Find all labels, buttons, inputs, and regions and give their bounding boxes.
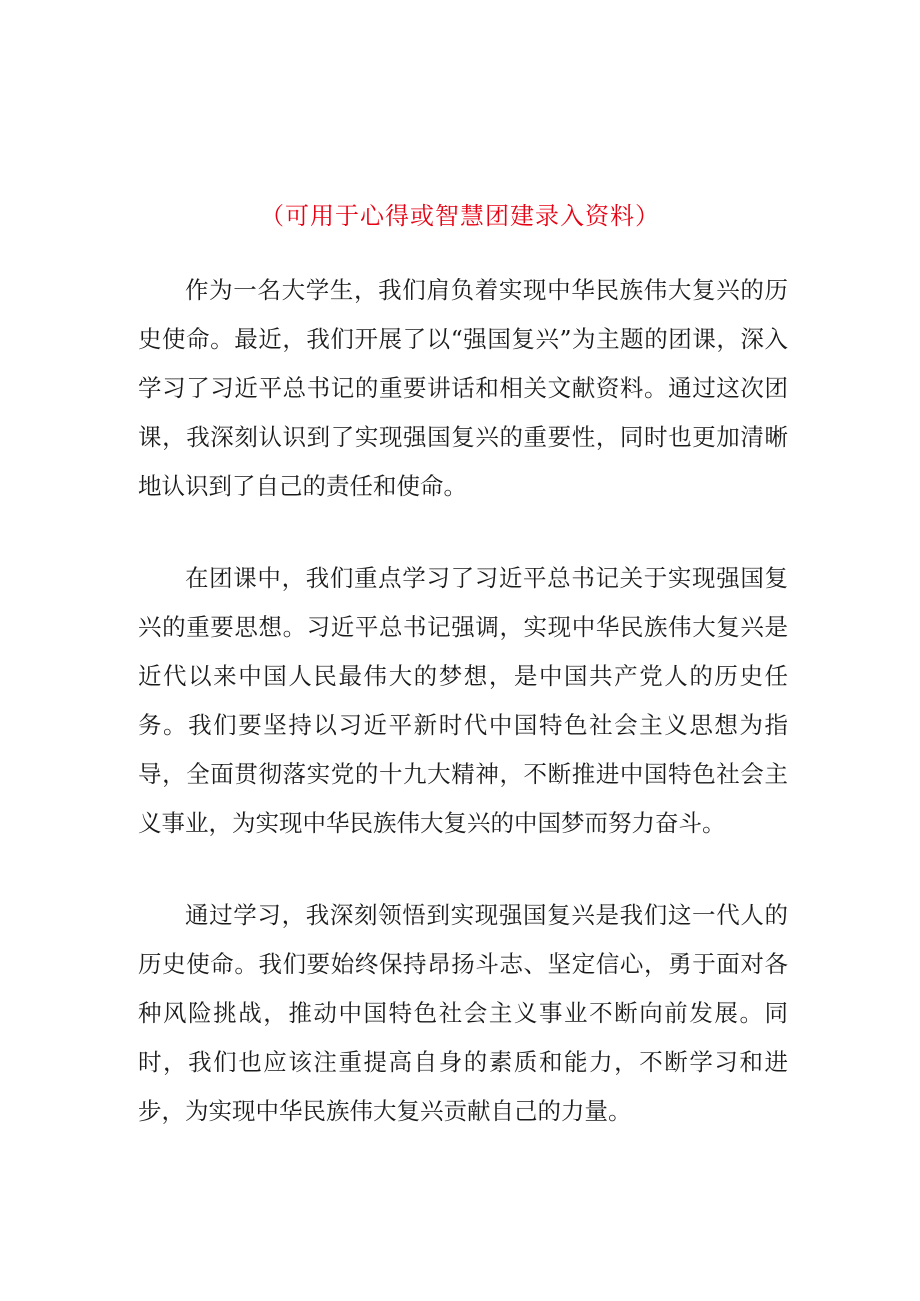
paragraph-3: 通过学习，我深刻领悟到实现强国复兴是我们这一代人的历史使命。我们要始终保持昂扬斗志、坚定信心，勇于面对各种风险挑战，推动中国特色社会主义事业不断向前发展。同时，我们也应该注重提高自身的素质和能力，不断学习和进步，为实现中华民族伟大复兴贡献自己的力量。 bbox=[138, 901, 788, 1125]
paragraph-2: 在团课中，我们重点学习了习近平总书记关于实现强国复兴的重要思想。习近平总书记强调，实现中华民族伟大复兴是近代以来中国人民最伟大的梦想，是中国共产党人的历史任务。我们要坚持以习近平新时代中国特色社会主义思想为指导，全面贯彻落实党的十九大精神，不断推进中国特色社会主义事业，为实现中华民族伟大复兴的中国梦而努力奋斗。 bbox=[138, 564, 788, 837]
paragraph-1: 作为一名大学生，我们肩负着实现中华民族伟大复兴的历史使命。最近，我们开展了以“强国复兴”为主题的团课，深入学习了习近平总书记的重要讲话和相关文献资料。通过这次团课，我深刻认识到了实现强国复兴的重要性，同时也更加清晰地认识到了自己的责任和使命。 bbox=[138, 276, 788, 500]
document-subtitle: （可用于心得或智慧团建录入资料） bbox=[260, 202, 660, 230]
document-body bbox=[138, 266, 788, 1136]
